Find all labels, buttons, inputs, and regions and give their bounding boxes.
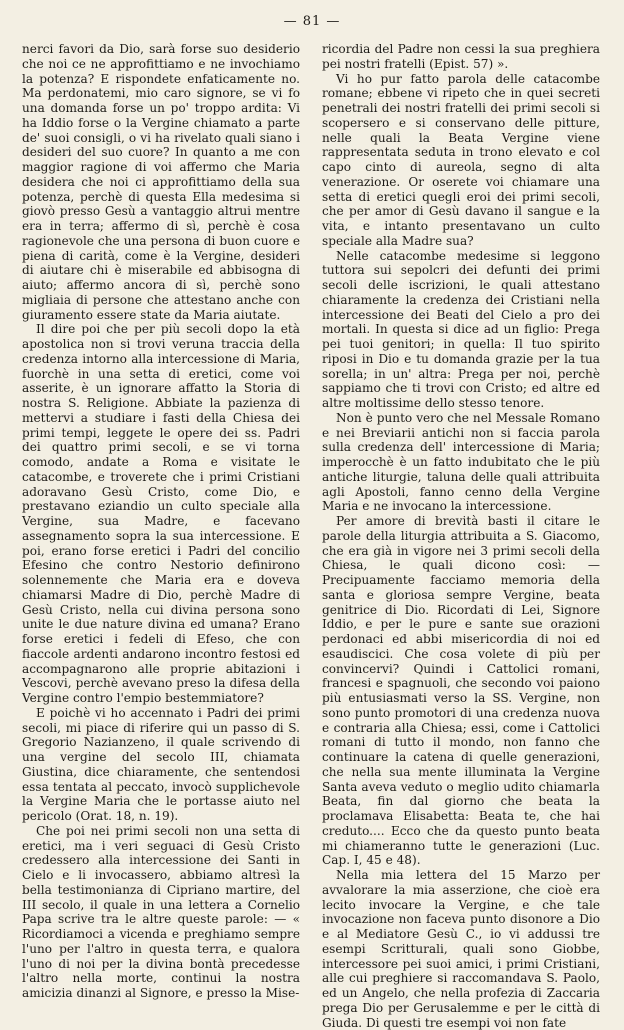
paragraph: Che poi nei primi secoli non una setta di eretici, ma i veri seguaci di Gesù Cristo credessero alla intercessione dei Santi in Cielo e li invocassero, abbiamo altresì la bella testimonianza di Cipriano martire, del III secolo, il quale in una lettera a Cornelio Papa scrive tra le altre queste parole: — « Ricordiamoci a vicenda e preghiamo sempre l'uno per l'altro in questa terra, e qualora l'uno di noi per la divina bontà precedesse l'altro nella morte, continui la nostra amicizia dinanzi al Signore, e presso la Mise-	[22, 823, 300, 1000]
paragraph: Per amore di brevità basti il citare le parole della liturgia attribuita a S. Giacomo, che era già in vigore nei 3 primi secoli della Chiesa, le quali dicono così: — Precipuamente facciamo memoria della santa e gloriosa sempre Vergine, beata genitrice di Dio. Ricordati di Lei, Signore Iddio, e per le pure e sante sue orazioni perdonaci ed abbi misericordia di noi ed esaudiscici. Che cosa volete di più per convincervi? Quindi i Cattolici romani, francesi e spagnuoli, che secondo voi paiono più entusiasmati verso la SS. Vergine, non sono punto promotori di una credenza nuova e contraria alla Chiesa; essi, come i Cattolici romani di tutto il mondo, non fanno che continuare la catena di quelle generazioni, che nella sua mente illuminata la Vergine Santa aveva veduto o meglio udito chiamarla Beata, fin dal giorno che beata la proclamava Elisabetta: Beata te, che hai creduto.... Ecco che da questo punto beata mi chiameranno tutte le generazioni (Luc. Cap. I, 45 e 48).	[322, 514, 600, 868]
right-column	[322, 42, 600, 1030]
paragraph: Nelle catacombe medesime si leggono tuttora sui sepolcri dei defunti dei primi secoli delle iscrizioni, le quali attestano chiaramente la credenza dei Cristiani nella intercessione dei Beati del Cielo a pro dei mortali. In questa si dice ad un figlio: Prega pei tuoi genitori; in quella: Il tuo spirito riposi in Dio e tu domanda grazie per la tua sorella; in un' altra: Prega per noi, perchè sappiamo che ti trovi con Cristo; ed altre ed altre moltissime dello stesso tenore.	[322, 248, 600, 410]
paragraph: nerci favori da Dio, sarà forse suo desiderio che noi ce ne approfittiamo e ne invochiamo la potenza? E rispondete enfaticamente no. Ma perdonatemi, mio caro signore, se vi fo una domanda forse un po' troppo ardita: Vi ha Iddio forse o la Vergine chiamato a parte de' suoi consigli, o vi ha rivelato quali siano i desideri del suo cuore? In quanto a me con maggior ragione di voi affermo che Maria desidera che noi ci approfittiamo della sua potenza, perchè di questa Ella medesima si giovò presso Gesù a vantaggio altrui mentre era in terra; affermo di sì, perchè è cosa ragionevole che una persona di buon cuore e piena di carità, come è la Vergine, desideri di aiutare chi è miserabile ed abbisogna di aiuto; affermo ancora di sì, perchè sono migliaia di persone che attestano anche con giuramento essere state da Maria aiutate.	[22, 42, 300, 322]
paragraph: Nella mia lettera del 15 Marzo per avvalorare la mia asserzione, che cioè era lecito invocare la Vergine, e che tale invocazione non faceva punto disonore a Dio e al Mediatore Gesù C., io vi addussi tre esempi Scritturali, quali sono Giobbe, intercessore pei suoi amici, i primi Cristiani, alle cui preghiere si raccomandava S. Paolo, ed un Angelo, che nella profezia di Zaccaria prega Dio per Gerusalemme e per le città di Giuda. Di questi tre esempi voi non fate	[322, 868, 600, 1030]
paragraph: ricordia del Padre non cessi la sua preghiera pei nostri fratelli (Epist. 57) ».	[322, 42, 600, 71]
paragraph: Non è punto vero che nel Messale Romano e nei Breviarii antichi non si faccia parola sulla credenza dell' intercessione di Maria; imperocchè è un fatto indubitato che le più antiche liturgie, taluna delle quali attribuita agli Apostoli, fanno cenno della Vergine Maria e ne invocano la intercessione.	[322, 410, 600, 514]
left-column	[22, 42, 300, 1001]
paragraph: Il dire poi che per più secoli dopo la età apostolica non si trovi veruna traccia della credenza intorno alla intercessione di Maria, fuorchè in una setta di eretici, come voi asserite, è un ignorare affatto la Storia di nostra S. Religione. Abbiate la pazienza di mettervi a studiare i fasti della Chiesa dei primi tempi, leggete le opere dei ss. Padri dei quattro primi secoli, e se vi torna comodo, andate a Roma e visitate le catacombe, e troverete che i primi Cristiani adoravano Gesù Cristo, come Dio, e prestavano eziandio un culto speciale alla Vergine, sua Madre, e facevano assegnamento sopra la sua intercessione. E poi, erano forse eretici i Padri del concilio Efesino che contro Nestorio definirono solennemente che Maria era e doveva chiamarsi Madre di Dio, perchè Madre di Gesù Cristo, nella cui divina persona sono unite le due nature divina ed umana? Erano forse eretici i fedeli di Efeso, che con fiaccole ardenti andarono incontro festosi ed accompagnarono alle proprie abitazioni i Vescovi, perchè avevano preso la difesa della Vergine contro l'empio bestemmiatore?	[22, 322, 300, 705]
page-number: — 81 —	[283, 14, 341, 29]
paragraph: Vi ho pur fatto parola delle catacombe romane; ebbene vi ripeto che in quei secreti penetrali dei nostri fratelli dei primi secoli si scopersero e si conservano delle pitture, nelle quali la Beata Vergine viene rappresentata seduta in trono elevato e col capo cinto di aureola, segno di alta venerazione. Or oserete voi chiamare una setta di eretici quegli eroi dei primi secoli, che per amor di Gesù davano il sangue e la vita, e intanto presentavano un culto speciale alla Madre sua?	[322, 71, 600, 248]
paragraph: E poichè vi ho accennato i Padri dei primi secoli, mi piace di riferire qui un passo di S. Gregorio Nazianzeno, il quale scrivendo di una vergine del secolo III, chiamata Giustina, dice chiaramente, che sentendosi essa tentata al peccato, invocò supplichevole la Vergine Maria che le portasse aiuto nel pericolo (Orat. 18, n. 19).	[22, 705, 300, 823]
